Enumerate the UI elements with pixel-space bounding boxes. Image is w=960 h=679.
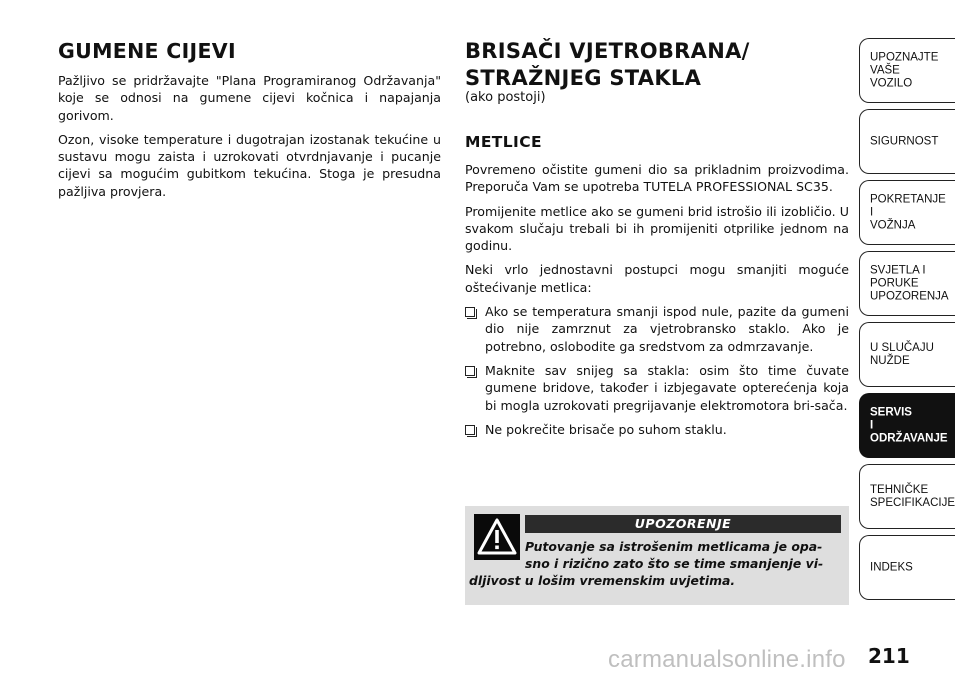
tab-service-maintenance[interactable] (859, 393, 955, 458)
warning-heading: UPOZORENJE (525, 515, 841, 533)
tab-label: POKRETANJE I VOŽNJA (870, 193, 946, 231)
tab-emergency[interactable] (859, 322, 955, 387)
list-item-text: Maknite sav snijeg sa stakla: osim što time čuvate gumene bridove, također i izbjegavate opterećenja koja bi mogla uzrokovati pregrijavanje elektromotora bri-sača. (485, 362, 849, 413)
title-line-2: STRAŽNJEG STAKLA (465, 66, 702, 90)
section-title-wipers (465, 38, 849, 92)
subsection-title-blades: METLICE (465, 133, 542, 151)
watermark: carmanualsonline.info (608, 646, 846, 673)
paragraph: Pažljivo se pridržavajte "Plana Programiranog Održavanja" koje se odnosi na gumene cijevi kočnica i napajanja gorivom. (58, 73, 441, 123)
paragraph: Neki vrlo jednostavni postupci mogu smanjiti moguće oštećivanje metlica: (465, 262, 849, 295)
tab-label: INDEKS (870, 561, 913, 573)
checkbox-bullet-icon (465, 425, 475, 435)
section-title-hoses: GUMENE CIJEVI (58, 39, 236, 63)
paragraph: Ozon, visoke temperature i dugotrajan izostanak tekućine u sustavu mogu zaista i uzrokovati otvrdnjavanje i pucanje cijevi sa mogućim gubitkom tekućina. Stoga je presudna pažljiva provjera. (58, 131, 441, 199)
tab-know-your-vehicle[interactable] (859, 38, 955, 103)
tab-label: SERVIS I ODRŽAVANJE (870, 406, 948, 444)
tab-label: SVJETLA I PORUKE UPOZORENJA (870, 264, 949, 302)
paragraph: Povremeno očistite gumeni dio sa prikladnim proizvodima. Preporuča Vam se upotreba TUTELA PROFESSIONAL SC35. (465, 162, 849, 195)
list-item (465, 303, 849, 355)
list-item (465, 421, 849, 438)
warning-line: dljivost u lošim vremenskim uvjetima. (469, 573, 736, 589)
title-subtitle: (ako postoji) (465, 90, 546, 105)
list-item (465, 362, 849, 414)
list-item-text: Ako se temperatura smanji ispod nule, pazite da gumeni dio nije zamrznut za vjetrobransko staklo. Ako je potrebno, oslobodite ga sredstvom za odmrzavanje. (485, 304, 849, 354)
paragraph: Promijenite metlice ako se gumeni brid istrošio ili izobličio. U svakom slučaju trebali bi ih promijeniti otprilike jednom na godinu. (465, 203, 849, 254)
checkbox-bullet-icon (465, 307, 475, 317)
list-item-text: Ne pokrečite brisače po suhom staklu. (485, 421, 727, 437)
title-line-1: BRISAČI VJETROBRANA/ (465, 39, 750, 63)
warning-line: Putovanje sa istrošenim metlicama je opa- (525, 539, 823, 554)
tab-starting-driving[interactable] (859, 180, 955, 245)
warning-text (469, 538, 841, 590)
left-column (58, 38, 441, 207)
tab-label: SIGURNOST (870, 135, 939, 147)
tab-label: TEHNIČKE SPECIFIKACIJE (870, 483, 955, 509)
tab-safety[interactable] (859, 109, 955, 174)
tab-index[interactable] (859, 535, 955, 600)
warning-line: sno i rizično zato što se time smanjenje vi- (525, 556, 824, 572)
warning-box (465, 506, 849, 605)
tips-list (465, 303, 849, 438)
tab-technical-specs[interactable] (859, 464, 955, 529)
page-number: 211 (868, 644, 910, 668)
chapter-tabs (859, 38, 960, 606)
tab-label: UPOZNAJTE VAŠE VOZILO (870, 51, 939, 89)
tab-lights-warnings[interactable] (859, 251, 955, 316)
right-column (465, 38, 849, 445)
tab-label: U SLUČAJU NUŽDE (870, 341, 934, 367)
checkbox-bullet-icon (465, 366, 475, 376)
